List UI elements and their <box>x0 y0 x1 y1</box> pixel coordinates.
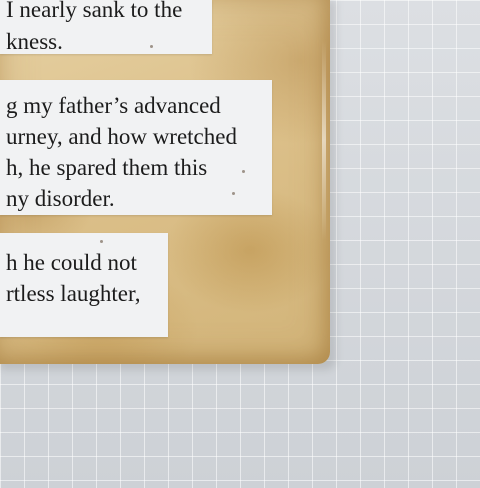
text-clipping-2 <box>0 80 272 215</box>
paper-speck <box>100 240 103 243</box>
clipping-1-line-2: kness. <box>6 29 63 54</box>
paper-speck <box>232 192 235 195</box>
clipping-2-line-3: h, he spared them this <box>6 155 208 180</box>
clipping-2-line-4: ny disorder. <box>6 186 115 211</box>
text-clipping-1 <box>0 0 212 54</box>
clipping-3-line-2: rtless laughter, <box>6 281 141 306</box>
clipping-1-line-1: I nearly sank to the <box>6 0 183 22</box>
clipping-2-line-1: g my father’s advanced <box>6 93 221 118</box>
clipping-2-line-2: urney, and how wretched <box>6 124 237 149</box>
paper-speck <box>242 170 245 173</box>
text-clipping-3 <box>0 233 168 337</box>
paper-speck <box>150 45 153 48</box>
clipping-3-line-1: h he could not <box>6 250 137 275</box>
